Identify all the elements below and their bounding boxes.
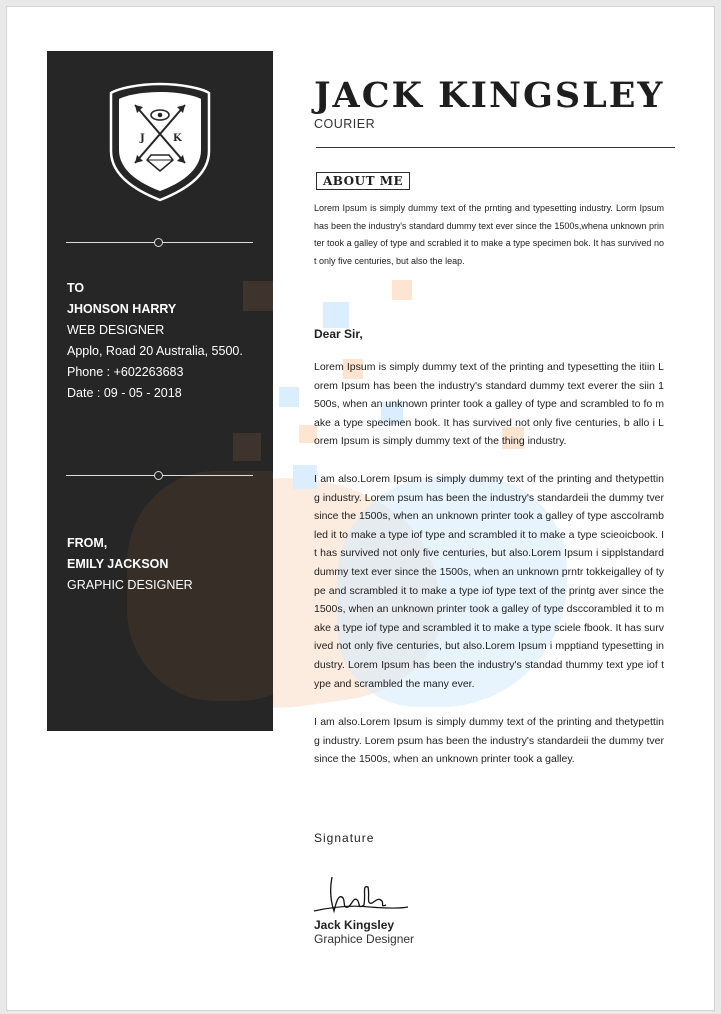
recipient-title: WEB DESIGNER [67,323,165,337]
letter-page [6,6,715,1011]
signature-name: Jack Kingsley [314,918,395,932]
logo-initial-j: J [140,133,145,144]
signature-title: Graphice Designer [314,932,415,946]
sender-label: FROM, [67,536,108,550]
decorative-square [233,433,261,461]
recipient-address: Applo, Road 20 Australia, 5500. [67,344,243,358]
decorative-square [279,387,299,407]
recipient-block [67,278,243,404]
decorative-square [323,302,349,328]
letter-paragraph: I am also.Lorem Ipsum is simply dummy text of the printing and thetypetting industry. Lorem psum has been the industry's standardeii the dummy tver since the 1500s, when an unknown printer took a galley of type asccolrambled it to make a type iof type and scrambled it to make a type scieoicbook. It has survived not only five centuries, but also.Lorem Ipsum i sipplstandard dummy text ever since the 1500s, when an unknown prntr tokkeigalley of type and scrambled it to make a type iof type text of the printg aver since the 1500s, when an unknown printer took a galley of type dsccorambled it to make a type iof type and scrambled it to make a type sciele fbook. It has survived not only five centuries, but also.Lorem Ipsum i mpptiand typesetting industry. Lorem Ipsum has been the industry's standad thummy text ype iof type and scrambled the many ever. [314,473,664,690]
signature-scribble [312,871,412,921]
divider-dot [154,238,163,247]
recipient-label: TO [67,281,85,295]
logo-initial-k: K [173,133,182,144]
decorative-square [243,281,273,311]
sidebar-divider [66,475,253,476]
about-text: Lorem Ipsum is simply dummy text of the prnting and typesetting industry. Lorm Ipsum has been the industry's standard dummy text ever since the 1500s,whena unknown printer took a galley of type and scrabled it to make a type specimen bok. It has survived not only five centuries, but also the leap. [314,203,664,266]
divider-dot [154,471,163,480]
signature-label: Signature [314,831,375,845]
recipient-name: JHONSON HARRY [67,302,177,316]
letter-paragraph: Lorem Ipsum is simply dummy text of the printing and typesetting the itiin Lorem Ipsum has been the industry's standard dummy text everer the siin 1500s, when an unknown printer took a galley of type and scrambled to fo make a type specimen book. It has survived not only five centuries, b allo i Lorem Ipsum is simply dummy text of the thing industry. [314,361,664,448]
sender-block [67,533,193,596]
header-divider [316,147,675,148]
recipient-phone: Phone : +602263683 [67,365,184,379]
salutation: Dear Sir, [314,327,363,341]
about-heading: ABOUT ME [316,172,410,190]
sidebar-divider [66,242,253,243]
sidebar [47,51,273,731]
letter-date: Date : 09 - 05 - 2018 [67,386,182,400]
page-title: JACK KINGSLEY [314,75,665,116]
job-role: COURIER [314,117,376,131]
sender-name: EMILY JACKSON [67,557,169,571]
sender-title: GRAPHIC DESIGNER [67,578,193,592]
shield-arrows-eye-diamond-icon [107,81,213,203]
decorative-square [392,280,412,300]
letter-paragraph: I am also.Lorem Ipsum is simply dummy text of the printing and thetypetting industry. Lorem psum has been the industry's standardeii the dummy tver since the 1500s, when an unknown printer took a galley. [314,716,664,766]
